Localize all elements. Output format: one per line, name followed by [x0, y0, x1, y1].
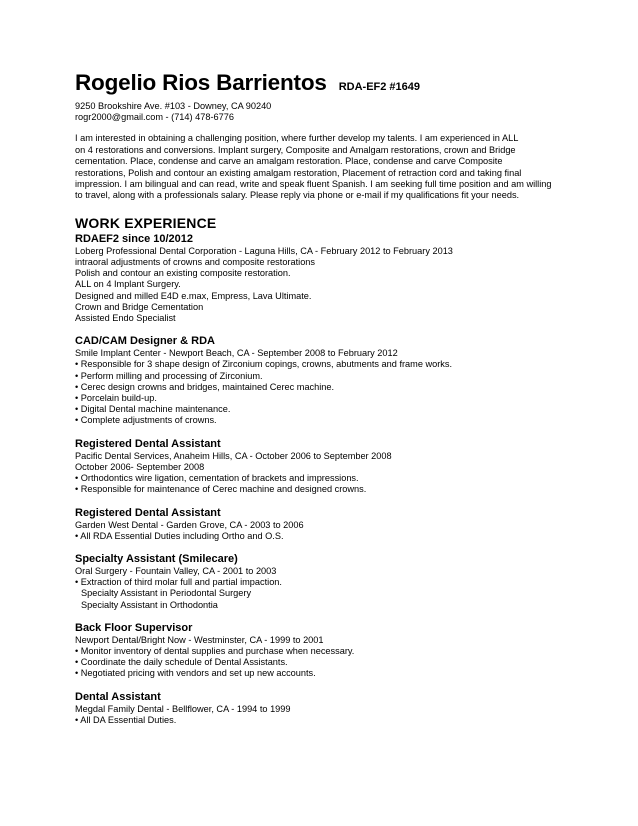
candidate-name: Rogelio Rios Barrientos — [75, 70, 327, 95]
job-bullet: • Perform milling and processing of Zirconium. — [75, 370, 263, 381]
job-entry — [75, 691, 578, 726]
job-title: RDAEF2 since 10/2012 — [75, 232, 194, 245]
job-line: Garden West Dental - Garden Grove, CA - 2003 to 2006 — [75, 519, 304, 530]
job-entry — [75, 335, 578, 426]
job-line: Crown and Bridge Cementation — [75, 301, 204, 312]
job-bullet: • Negotiated pricing with vendors and set up new accounts. — [75, 668, 316, 679]
job-line: Newport Dental/Bright Now - Westminster, CA - 1999 to 2001 — [75, 634, 324, 645]
job-bullet: • All DA Essential Duties. — [75, 714, 177, 725]
job-bullet: • Porcelain build-up. — [75, 393, 157, 404]
job-line: Polish and contour an existing composite restoration. — [75, 268, 291, 279]
section-title: WORK EXPERIENCE — [75, 214, 217, 231]
job-bullet: • Responsible for 3 shape design of Zirconium copings, crowns, abutments and frame works. — [75, 359, 453, 370]
summary-paragraph: I am interested in obtaining a challenging position, where further develop my talents. I am experienced in ALL on 4 restorations and conversions. Implant surgery, Composite and Amalgam restorations, crown and Bridge cementation. Place, condense and carve an amalgam restoration. Place, condense and carve Composite restorations, Polish and contour an existing amalgam restoration, Placement of retraction cord and taking final impression. I am bilingual and can read, write and speak fluent Spanish. I am seeking full time position and am willing to travel, along with a professionals salary. Please reply via phone or e-mail if my qualifications fit your needs. — [75, 133, 552, 201]
job-line: Assisted Endo Specialist — [75, 313, 176, 324]
job-line: Megdal Family Dental - Bellflower, CA - 1994 to 1999 — [75, 703, 291, 714]
job-line: Specialty Assistant in Periodontal Surgery — [81, 588, 252, 599]
job-bullet: • Complete adjustments of crowns. — [75, 415, 217, 426]
job-entry — [75, 233, 578, 324]
job-line: Specialty Assistant in Orthodontia — [81, 599, 218, 610]
job-line: intraoral adjustments of crowns and composite restorations — [75, 257, 316, 268]
job-bullet: • Extraction of third molar full and partial impaction. — [75, 577, 282, 588]
job-title: Specialty Assistant (Smilecare) — [75, 552, 238, 565]
job-line: Loberg Professional Dental Corporation - Laguna Hills, CA - February 2012 to February 2013 — [75, 245, 453, 256]
job-entry — [75, 507, 578, 542]
job-title: Back Floor Supervisor — [75, 621, 193, 634]
job-title: CAD/CAM Designer & RDA — [75, 335, 215, 348]
job-line: Designed and milled E4D e.max, Empress, Lava Ultimate. — [75, 290, 312, 301]
job-bullet: • Responsible for maintenance of Cerec machine and designed crowns. — [75, 484, 367, 495]
job-bullet: • Monitor inventory of dental supplies and purchase when necessary. — [75, 645, 355, 656]
job-title: Registered Dental Assistant — [75, 437, 221, 450]
job-bullet: • Cerec design crowns and bridges, maintained Cerec machine. — [75, 381, 335, 392]
jobs-list — [75, 233, 578, 726]
job-title: Dental Assistant — [75, 690, 161, 703]
credential: RDA-EF2 #1649 — [338, 81, 421, 93]
contact-info: rogr2000@gmail.com - (714) 478-6776 — [75, 112, 234, 123]
job-title: Registered Dental Assistant — [75, 506, 221, 519]
job-line: Pacific Dental Services, Anaheim Hills, CA - October 2006 to September 2008 — [75, 450, 392, 461]
job-entry — [75, 438, 578, 496]
job-line: ALL on 4 Implant Surgery. — [75, 279, 181, 290]
job-bullet: • Coordinate the daily schedule of Dental Assistants. — [75, 657, 288, 668]
job-bullet: • All RDA Essential Duties including Ortho and O.S. — [75, 530, 284, 541]
name-row — [75, 70, 578, 96]
job-line: October 2006- September 2008 — [75, 461, 205, 472]
job-line: Oral Surgery - Fountain Valley, CA - 2001 to 2003 — [75, 565, 277, 576]
job-entry — [75, 622, 578, 680]
job-line: Smile Implant Center - Newport Beach, CA - September 2008 to February 2012 — [75, 348, 398, 359]
job-bullet: • Orthodontics wire ligation, cementation of brackets and impressions. — [75, 473, 359, 484]
job-entry — [75, 553, 578, 611]
address: 9250 Brookshire Ave. #103 - Downey, CA 90240 — [75, 101, 272, 111]
job-bullet: • Digital Dental machine maintenance. — [75, 404, 231, 415]
